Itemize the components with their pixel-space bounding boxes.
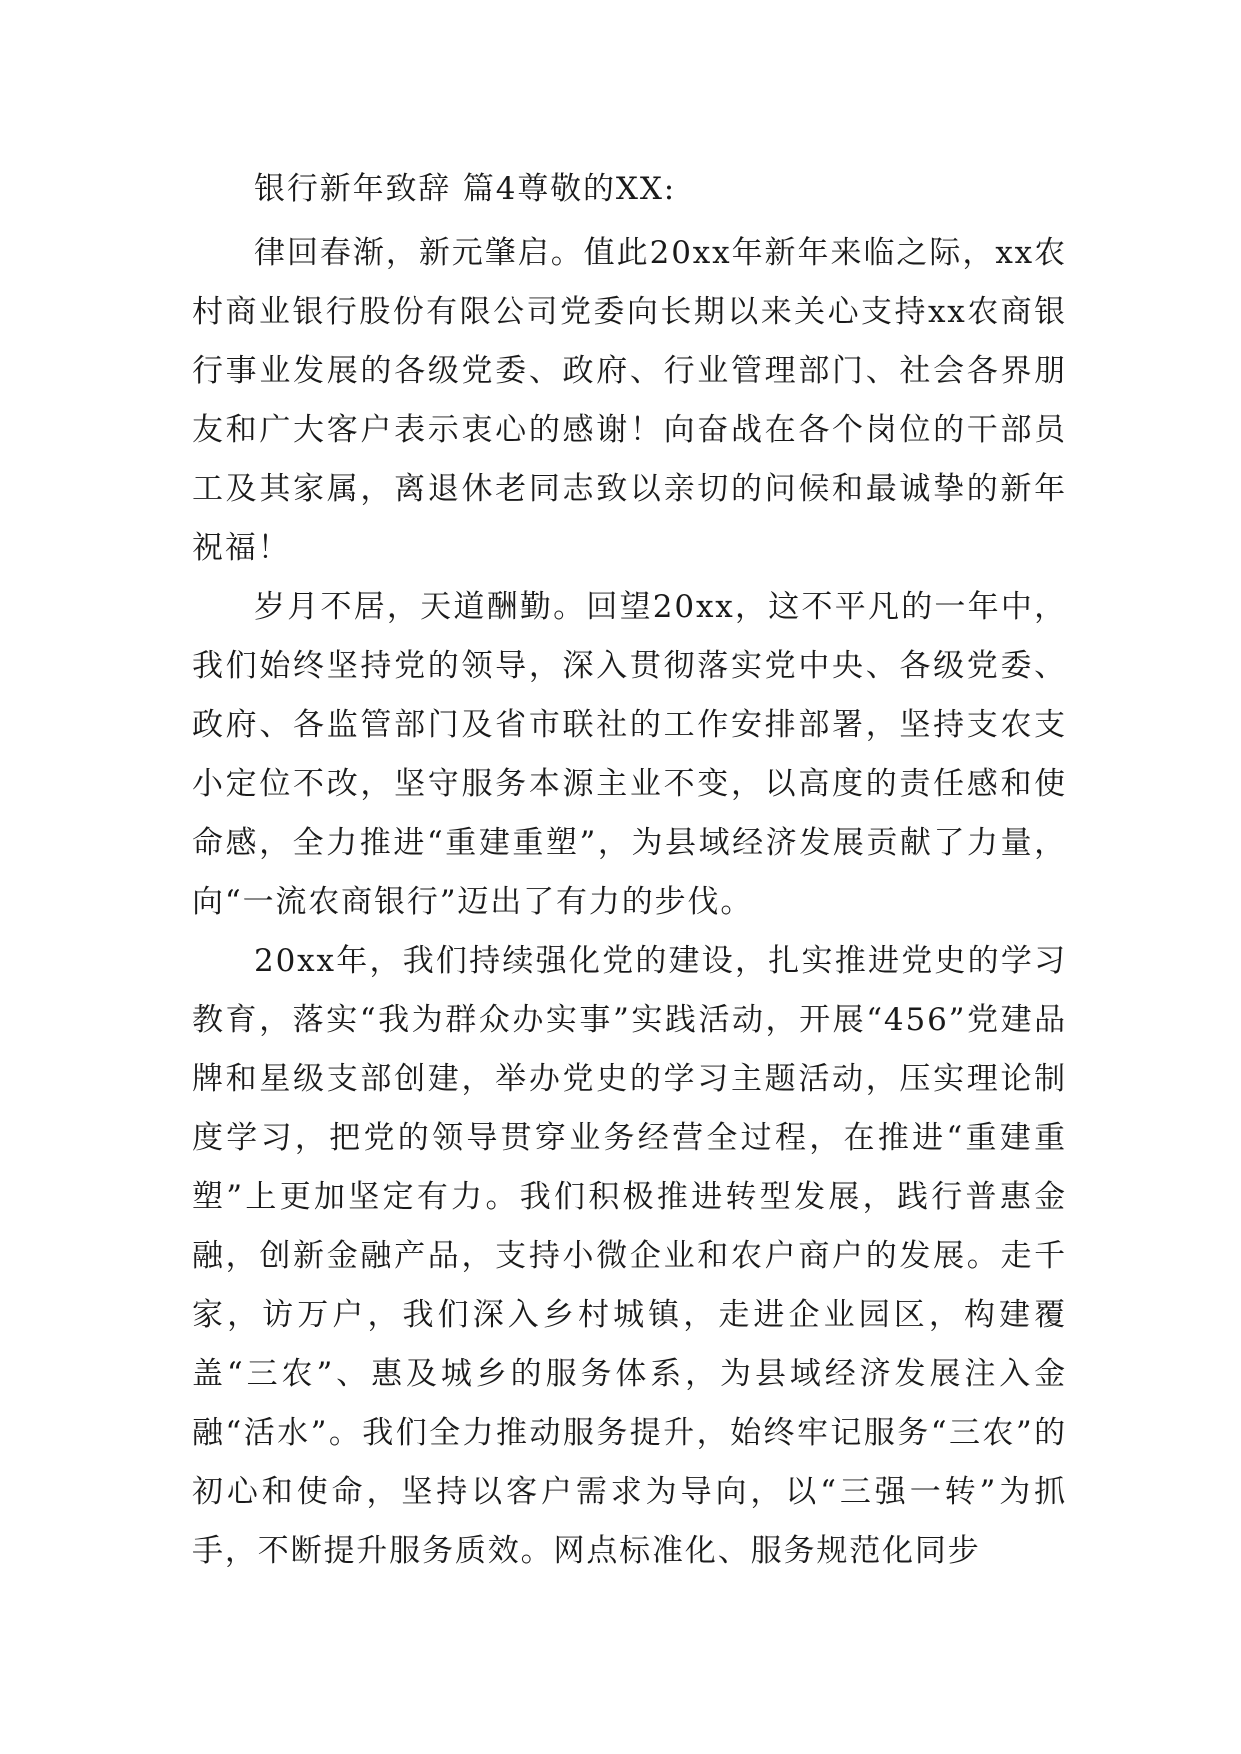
paragraph-1: 律回春渐，新元肇启。值此20xx年新年来临之际，xx农村商业银行股份有限公司党委向长期以来关心支持xx农商银行事业发展的各级党委、政府、行业管理部门、社会各界朋友和广大客户表示衷心的感谢！向奋战在各个岗位的干部员工及其家属，离退休老同志致以亲切的问候和最诚挚的新年祝福！ <box>192 235 1067 566</box>
document-body <box>192 160 1067 1581</box>
paragraph-3: 20xx年，我们持续强化党的建设，扎实推进党史的学习教育，落实“我为群众办实事”实践活动，开展“456”党建品牌和星级支部创建，举办党史的学习主题活动，压实理论制度学习，把党的领导贯穿业务经营全过程，在推进“重建重塑”上更加坚定有力。我们积极推进转型发展，践行普惠金融，创新金融产品，支持小微企业和农户商户的发展。走千家，访万户，我们深入乡村城镇，走进企业园区，构建覆盖“三农”、惠及城乡的服务体系，为县域经济发展注入金融“活水”。我们全力推动服务提升，始终牢记服务“三农”的初心和使命，坚持以客户需求为导向，以“三强一转”为抓手，不断提升服务质效。网点标准化、服务规范化同步 <box>192 943 1067 1569</box>
document-heading: 银行新年致辞 篇4尊敬的XX: <box>254 171 677 207</box>
paragraph-2: 岁月不居，天道酬勤。回望20xx，这不平凡的一年中，我们始终坚持党的领导，深入贯彻落实党中央、各级党委、政府、各监管部门及省市联社的工作安排部署，坚持支农支小定位不改，坚守服务本源主业不变，以高度的责任感和使命感，全力推进“重建重塑”，为县域经济发展贡献了力量，向“一流农商银行”迈出了有力的步伐。 <box>192 589 1067 920</box>
